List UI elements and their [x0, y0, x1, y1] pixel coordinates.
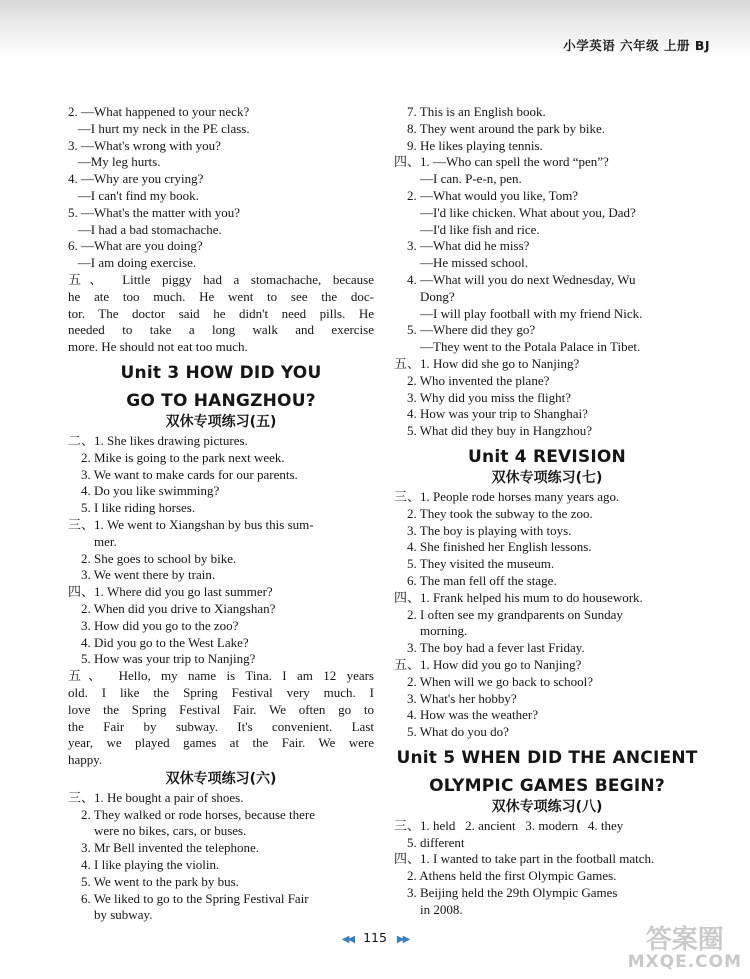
answer-line: 3. Why did you miss the flight? [394, 389, 572, 405]
answer-line: 三、1. People rode horses many years ago. [394, 488, 620, 504]
answer-line: 4. —Why are you crying? [68, 171, 204, 187]
right-answer-column [394, 104, 700, 919]
answer-line: 5. What do you do? [394, 724, 509, 740]
answer-line: 4. Do you like swimming? [68, 483, 220, 499]
answer-line: 3. Mr Bell invented the telephone. [68, 840, 259, 856]
answer-line: mer. [68, 533, 117, 549]
answer-line: —I had a bad stomachache. [68, 221, 222, 237]
unit-heading: Unit 4 REVISION [468, 446, 626, 467]
exercise-subheading: 双休专项练习(六) [165, 770, 277, 787]
answer-line: 3. Beijing held the 29th Olympic Games [394, 885, 618, 901]
exercise-subheading: 双休专项练习(七) [491, 469, 603, 486]
answer-line: 2. —What happened to your neck? [68, 104, 250, 119]
answer-line: 6. The man fell off the stage. [394, 572, 557, 588]
answer-line: 5. What did they buy in Hangzhou? [394, 423, 592, 439]
answer-line: 6. We liked to go to the Spring Festival Fair [68, 890, 309, 906]
answer-line: 7. This is an English book. [394, 104, 546, 119]
page-number: 115 [363, 930, 387, 945]
answer-line: 4. Did you go to the West Lake? [68, 634, 249, 650]
answer-line: —He missed school. [394, 255, 528, 271]
answer-line: —I will play football with my friend Nick. [394, 305, 643, 321]
answer-line: 5. We went to the park by bus. [68, 873, 239, 889]
answer-line: 3. We went there by train. [68, 567, 216, 583]
answer-line: by subway. [68, 907, 153, 923]
unit-heading: Unit 3 HOW DID YOU [120, 362, 322, 383]
answer-line: 5. —What's the matter with you? [68, 204, 241, 220]
paragraph-line: the Fair by subway. It's convenient. Last [68, 718, 374, 734]
paragraph-line: 五、 Hello, my name is Tina. I am 12 years [68, 668, 374, 684]
answer-line: were no bikes, cars, or buses. [68, 823, 247, 839]
paragraph-line: love the Spring Festival Fair. We often go to [68, 701, 374, 717]
answer-line: 2. Mike is going to the park next week. [68, 449, 285, 465]
answer-line: —I'd like chicken. What about you, Dad? [394, 204, 636, 220]
answer-line: 3. The boy had a fever last Friday. [394, 640, 585, 656]
answer-line: —I am doing exercise. [68, 255, 197, 271]
book-title-label: 小学英语 六年级 上册 BJ [563, 38, 710, 53]
answer-line: 三、1. held 2. ancient 3. modern 4. they [394, 817, 624, 833]
answer-line: 三、1. He bought a pair of shoes. [68, 789, 244, 805]
answer-line: 5. They visited the museum. [394, 556, 555, 572]
paragraph-line: old. I like the Spring Festival very much. I [68, 684, 374, 700]
answer-line: 五、1. How did she go to Nanjing? [394, 355, 580, 371]
answer-line: 5. different [394, 834, 465, 850]
answer-line: 四、1. Frank helped his mum to do housework. [394, 589, 643, 605]
answer-line: in 2008. [394, 901, 463, 917]
answer-line: 4. —What will you do next Wednesday, Wu [394, 271, 636, 287]
answer-line: 五、1. How did you go to Nanjing? [394, 656, 582, 672]
answer-line: 4. How was the weather? [394, 707, 539, 723]
exercise-subheading: 双休专项练习(五) [165, 413, 277, 430]
answer-line: 4. I like playing the violin. [68, 857, 220, 873]
answer-line: 8. They went around the park by bike. [394, 120, 605, 136]
answer-line: 2. Who invented the plane? [394, 372, 550, 388]
next-page-arrows-icon[interactable]: ▶▶ [396, 934, 409, 945]
paragraph-line: year, we played games at the Fair. We were [68, 735, 374, 751]
answer-line: —My leg hurts. [68, 154, 161, 170]
answer-line: 四、1. Where did you go last summer? [68, 584, 273, 600]
watermark-logo: 答案圈 MXQE.COM [627, 925, 742, 972]
answer-line: —I can. P-e-n, pen. [394, 171, 522, 187]
paragraph-line: needed to take a long walk and exercise [68, 322, 374, 338]
paragraph-line: tor. The doctor said he didn't need pills. He [68, 305, 374, 321]
answer-line: 5. How was your trip to Nanjing? [68, 651, 256, 667]
answer-line: 3. How did you go to the zoo? [68, 617, 239, 633]
previous-page-arrows-icon[interactable]: ◀◀ [341, 934, 354, 945]
left-answer-column [68, 104, 374, 924]
answer-line: 2. They walked or rode horses, because there [68, 806, 316, 822]
answer-line: 四、1. —Who can spell the word “pen”? [394, 154, 609, 170]
answer-line: 3. —What did he miss? [394, 238, 530, 254]
answer-line: 3. The boy is playing with toys. [394, 522, 572, 538]
answer-line: 3. What's her hobby? [394, 690, 517, 706]
answer-line: 2. When will we go back to school? [394, 673, 594, 689]
unit-heading: Unit 5 WHEN DID THE ANCIENT [396, 747, 698, 768]
answer-line: 2. —What would you like, Tom? [394, 187, 579, 203]
answer-line: 4. She finished her English lessons. [394, 539, 592, 555]
answer-line: 2. When did you drive to Xiangshan? [68, 600, 276, 616]
paragraph-line: he ate too much. He went to see the doc- [68, 288, 374, 304]
answer-line: morning. [394, 623, 468, 639]
answer-line: 3. We want to make cards for our parents. [68, 466, 298, 482]
answer-line: 4. How was your trip to Shanghai? [394, 406, 588, 422]
answer-line: 5. I like riding horses. [68, 500, 196, 516]
answer-line: 2. I often see my grandparents on Sunday [394, 606, 623, 622]
answer-line: 3. —What's wrong with you? [68, 137, 221, 153]
exercise-subheading: 双休专项练习(八) [491, 798, 603, 815]
answer-line: —I hurt my neck in the PE class. [68, 120, 250, 136]
answer-line: 二、1. She likes drawing pictures. [68, 432, 248, 448]
answer-line: 三、1. We went to Xiangshan by bus this sum- [68, 516, 314, 532]
unit-heading: OLYMPIC GAMES BEGIN? [429, 775, 665, 796]
answer-line: Dong? [394, 288, 455, 304]
answer-line: 2. They took the subway to the zoo. [394, 505, 593, 521]
answer-line: 四、1. I wanted to take part in the football match. [394, 851, 655, 867]
unit-heading: GO TO HANGZHOU? [126, 390, 316, 411]
paragraph-line: happy. [68, 752, 103, 768]
answer-line: 6. —What are you doing? [68, 238, 203, 254]
paragraph-line: 五、 Little piggy had a stomachache, because [68, 271, 374, 287]
answer-line: —I'd like fish and rice. [394, 221, 540, 237]
answer-line: 9. He likes playing tennis. [394, 137, 543, 153]
answer-line: 2. She goes to school by bike. [68, 550, 237, 566]
answer-line: —I can't find my book. [68, 187, 199, 203]
answer-line: —They went to the Potala Palace in Tibet. [394, 339, 641, 355]
paragraph-line: more. He should not eat too much. [68, 339, 248, 355]
answer-line: 2. Athens held the first Olympic Games. [394, 868, 617, 884]
answer-line: 5. —Where did they go? [394, 322, 536, 338]
